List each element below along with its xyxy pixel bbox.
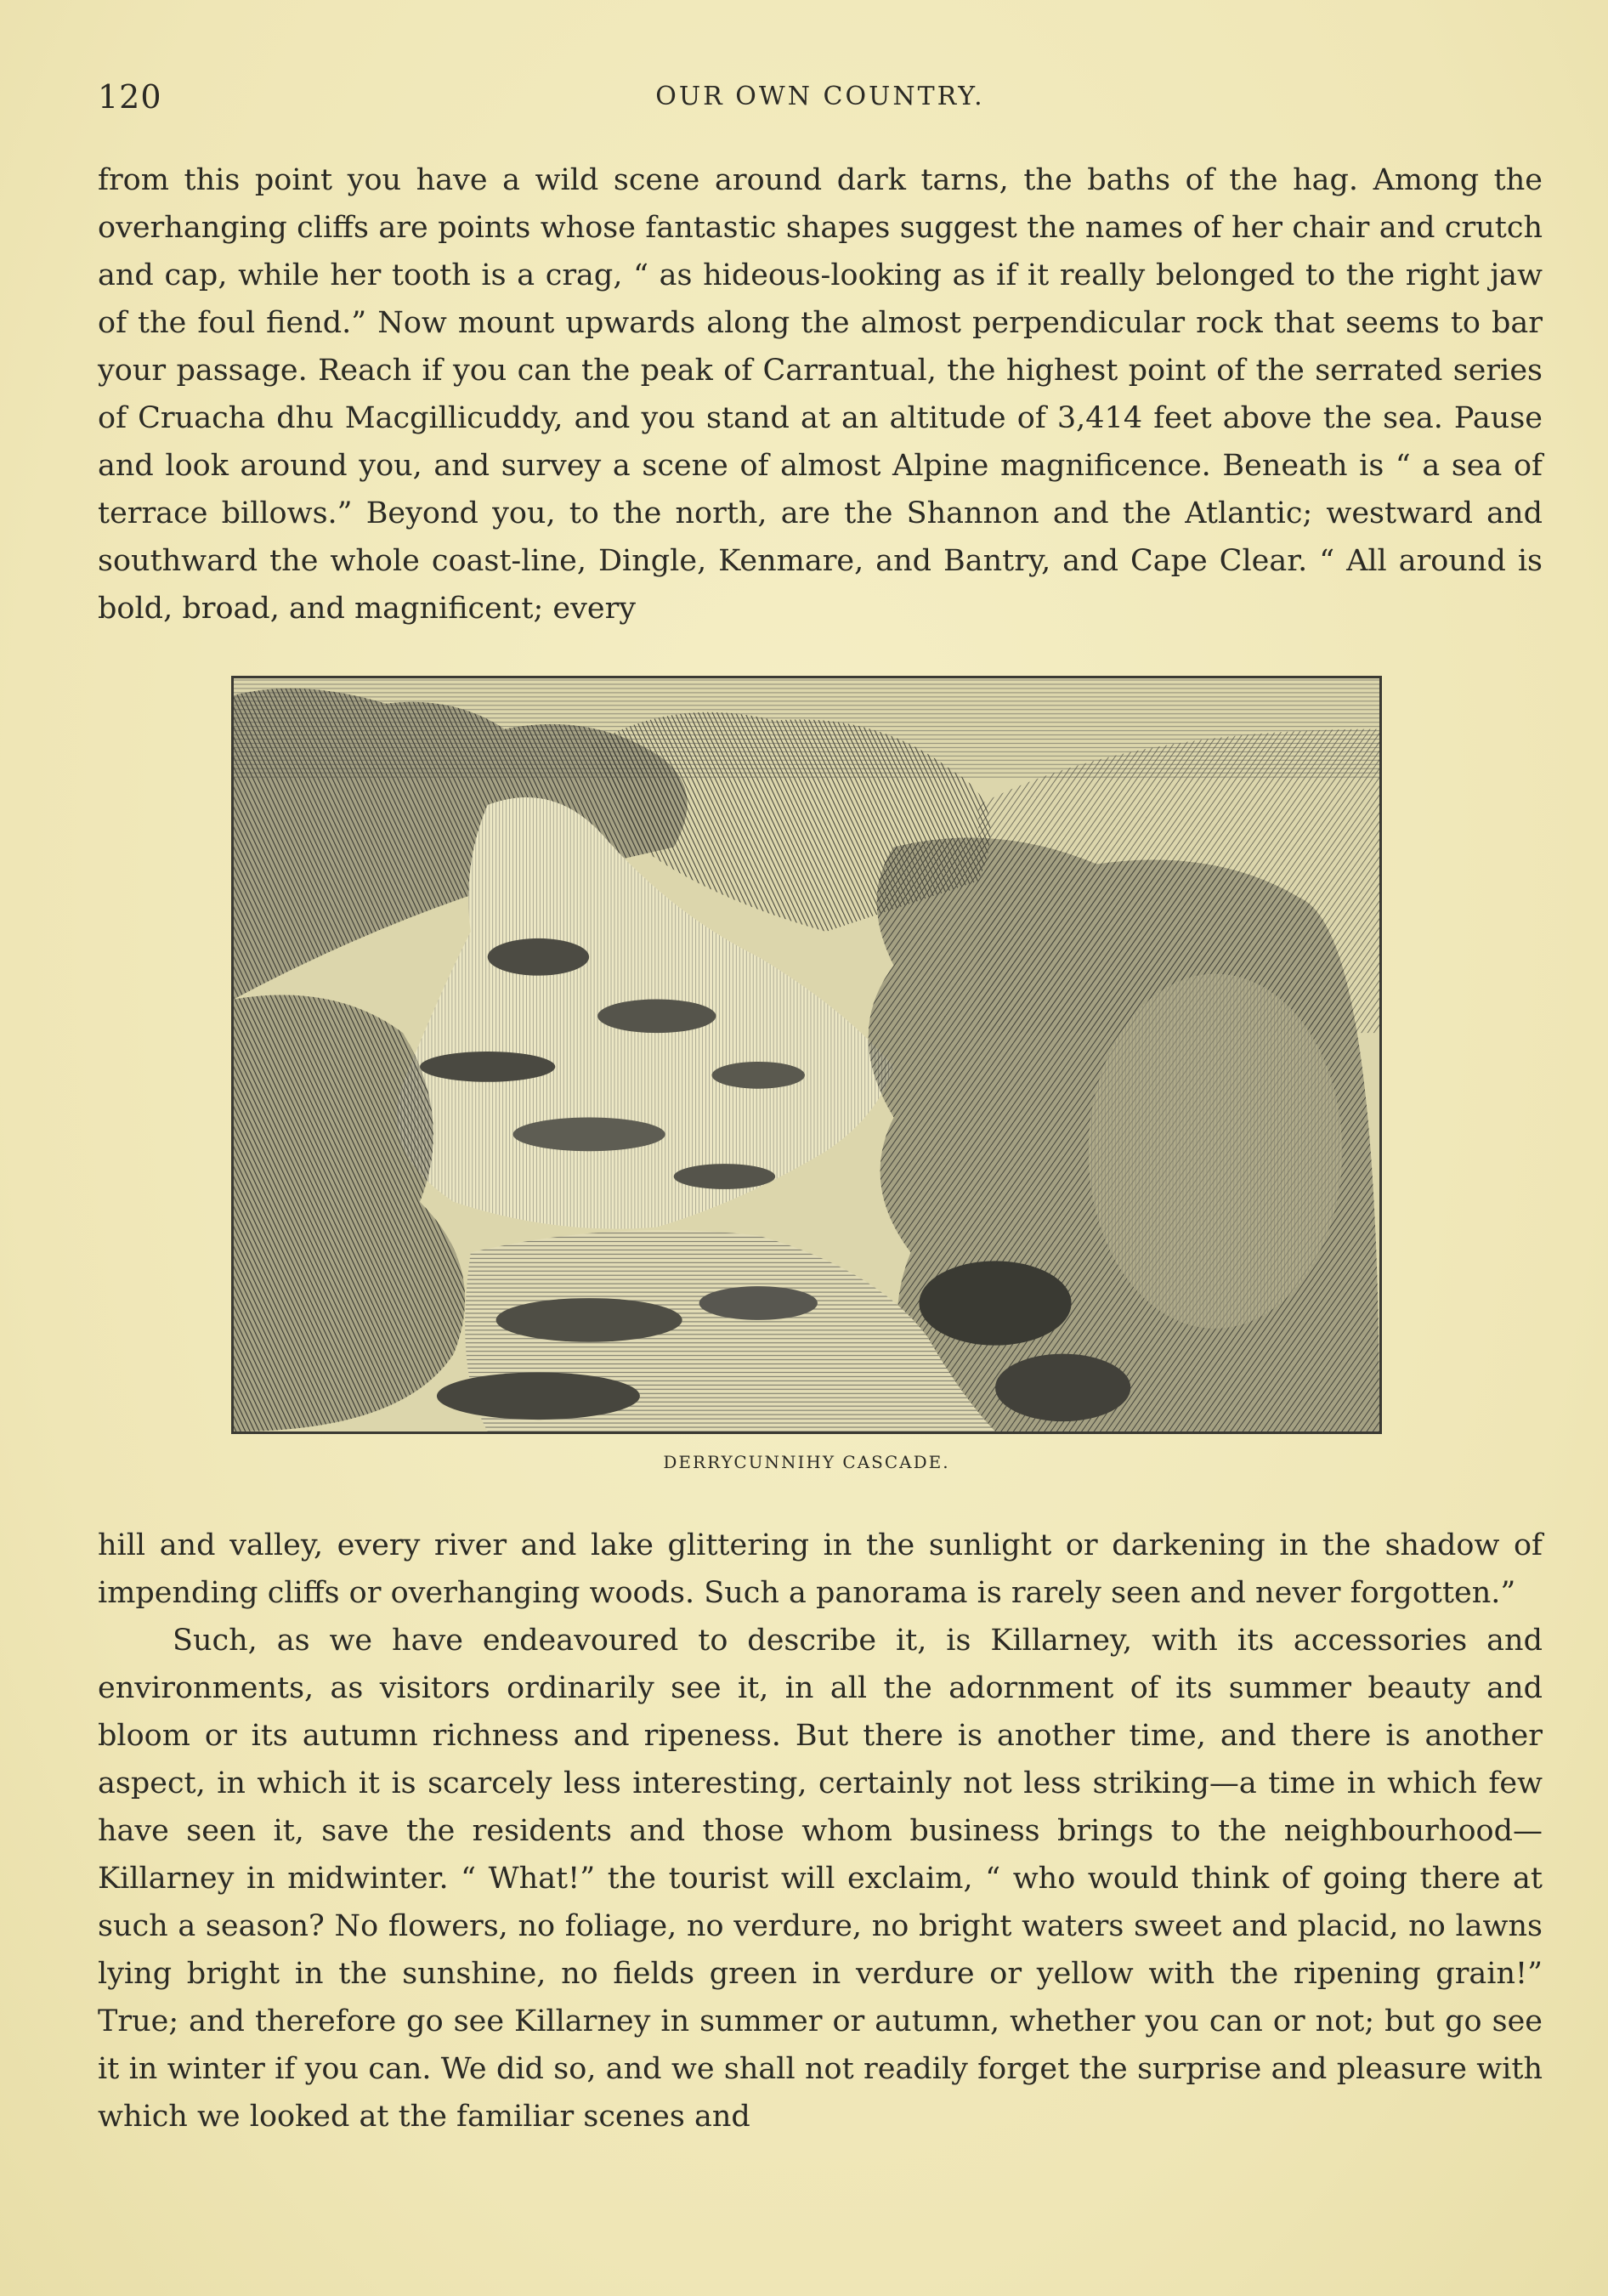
paragraph: Such, as we have endeavoured to describe it, is Killarney, with its accessories and environments, as visitors ordinarily see it, in all the adornment of its summer beauty and bloom or its autumn richness and ripeness. But there is another time, and there is another aspect, in which it is scarcely less interesting, certainly not less striking—a time in which few have seen it, save the residents and those whom business brings to the neighbourhood—Killarney in midwinter. “ What!” the tourist will exclaim, “ who would think of going there at such a season? No flowers, no foliage, no verdure, no bright waters sweet and placid, no lawns lying bright in the sunshine, no fields green in verdure or yellow with the ripening grain!” True; and therefore go see Killarney in summer or autumn, whether you can or not; but go see it in winter if you can. We did so, and we shall not readily forget the surprise and pleasure with which we looked at the familiar scenes and xyxy=(98,1624,1543,2134)
cascade-engraving xyxy=(234,678,1379,1431)
paragraph: hill and valley, every river and lake glittering in the sunlight or darkening in the shadow of impending cliffs or overhanging woods. Such a panorama is rarely seen and never forgotten.” xyxy=(98,1528,1543,1610)
text-block-top xyxy=(98,156,1543,632)
running-title: OUR OWN COUNTRY. xyxy=(655,82,985,111)
engraving-illustration xyxy=(231,676,1382,1434)
text-block-bottom xyxy=(98,1522,1543,2140)
figure-caption: DERRYCUNNIHY CASCADE. xyxy=(663,1452,950,1472)
page-number: 120 xyxy=(98,78,162,116)
running-head xyxy=(98,78,1543,116)
paragraph: from this point you have a wild scene around dark tarns, the baths of the hag. Among the overhanging cliffs are points whose fantastic shapes suggest the names of her chair and crutch and cap, while her tooth is a crag, “ as hideous-looking as if it really belonged to the right jaw of the foul fiend.” Now mount upwards along the almost perpendicular rock that seems to bar your passage. Reach if you can the peak of Carrantual, the highest point of the serrated series of Cruacha dhu Macgillicuddy, and you stand at an altitude of 3,414 feet above the sea. Pause and look around you, and survey a scene of almost Alpine magnificence. Beneath is “ a sea of terrace billows.” Beyond you, to the north, are the Shannon and the Atlantic; westward and southward the whole coast-line, Dingle, Kenmare, and Bantry, and Cape Clear. “ All around is bold, broad, and magnificent; every xyxy=(98,163,1543,626)
